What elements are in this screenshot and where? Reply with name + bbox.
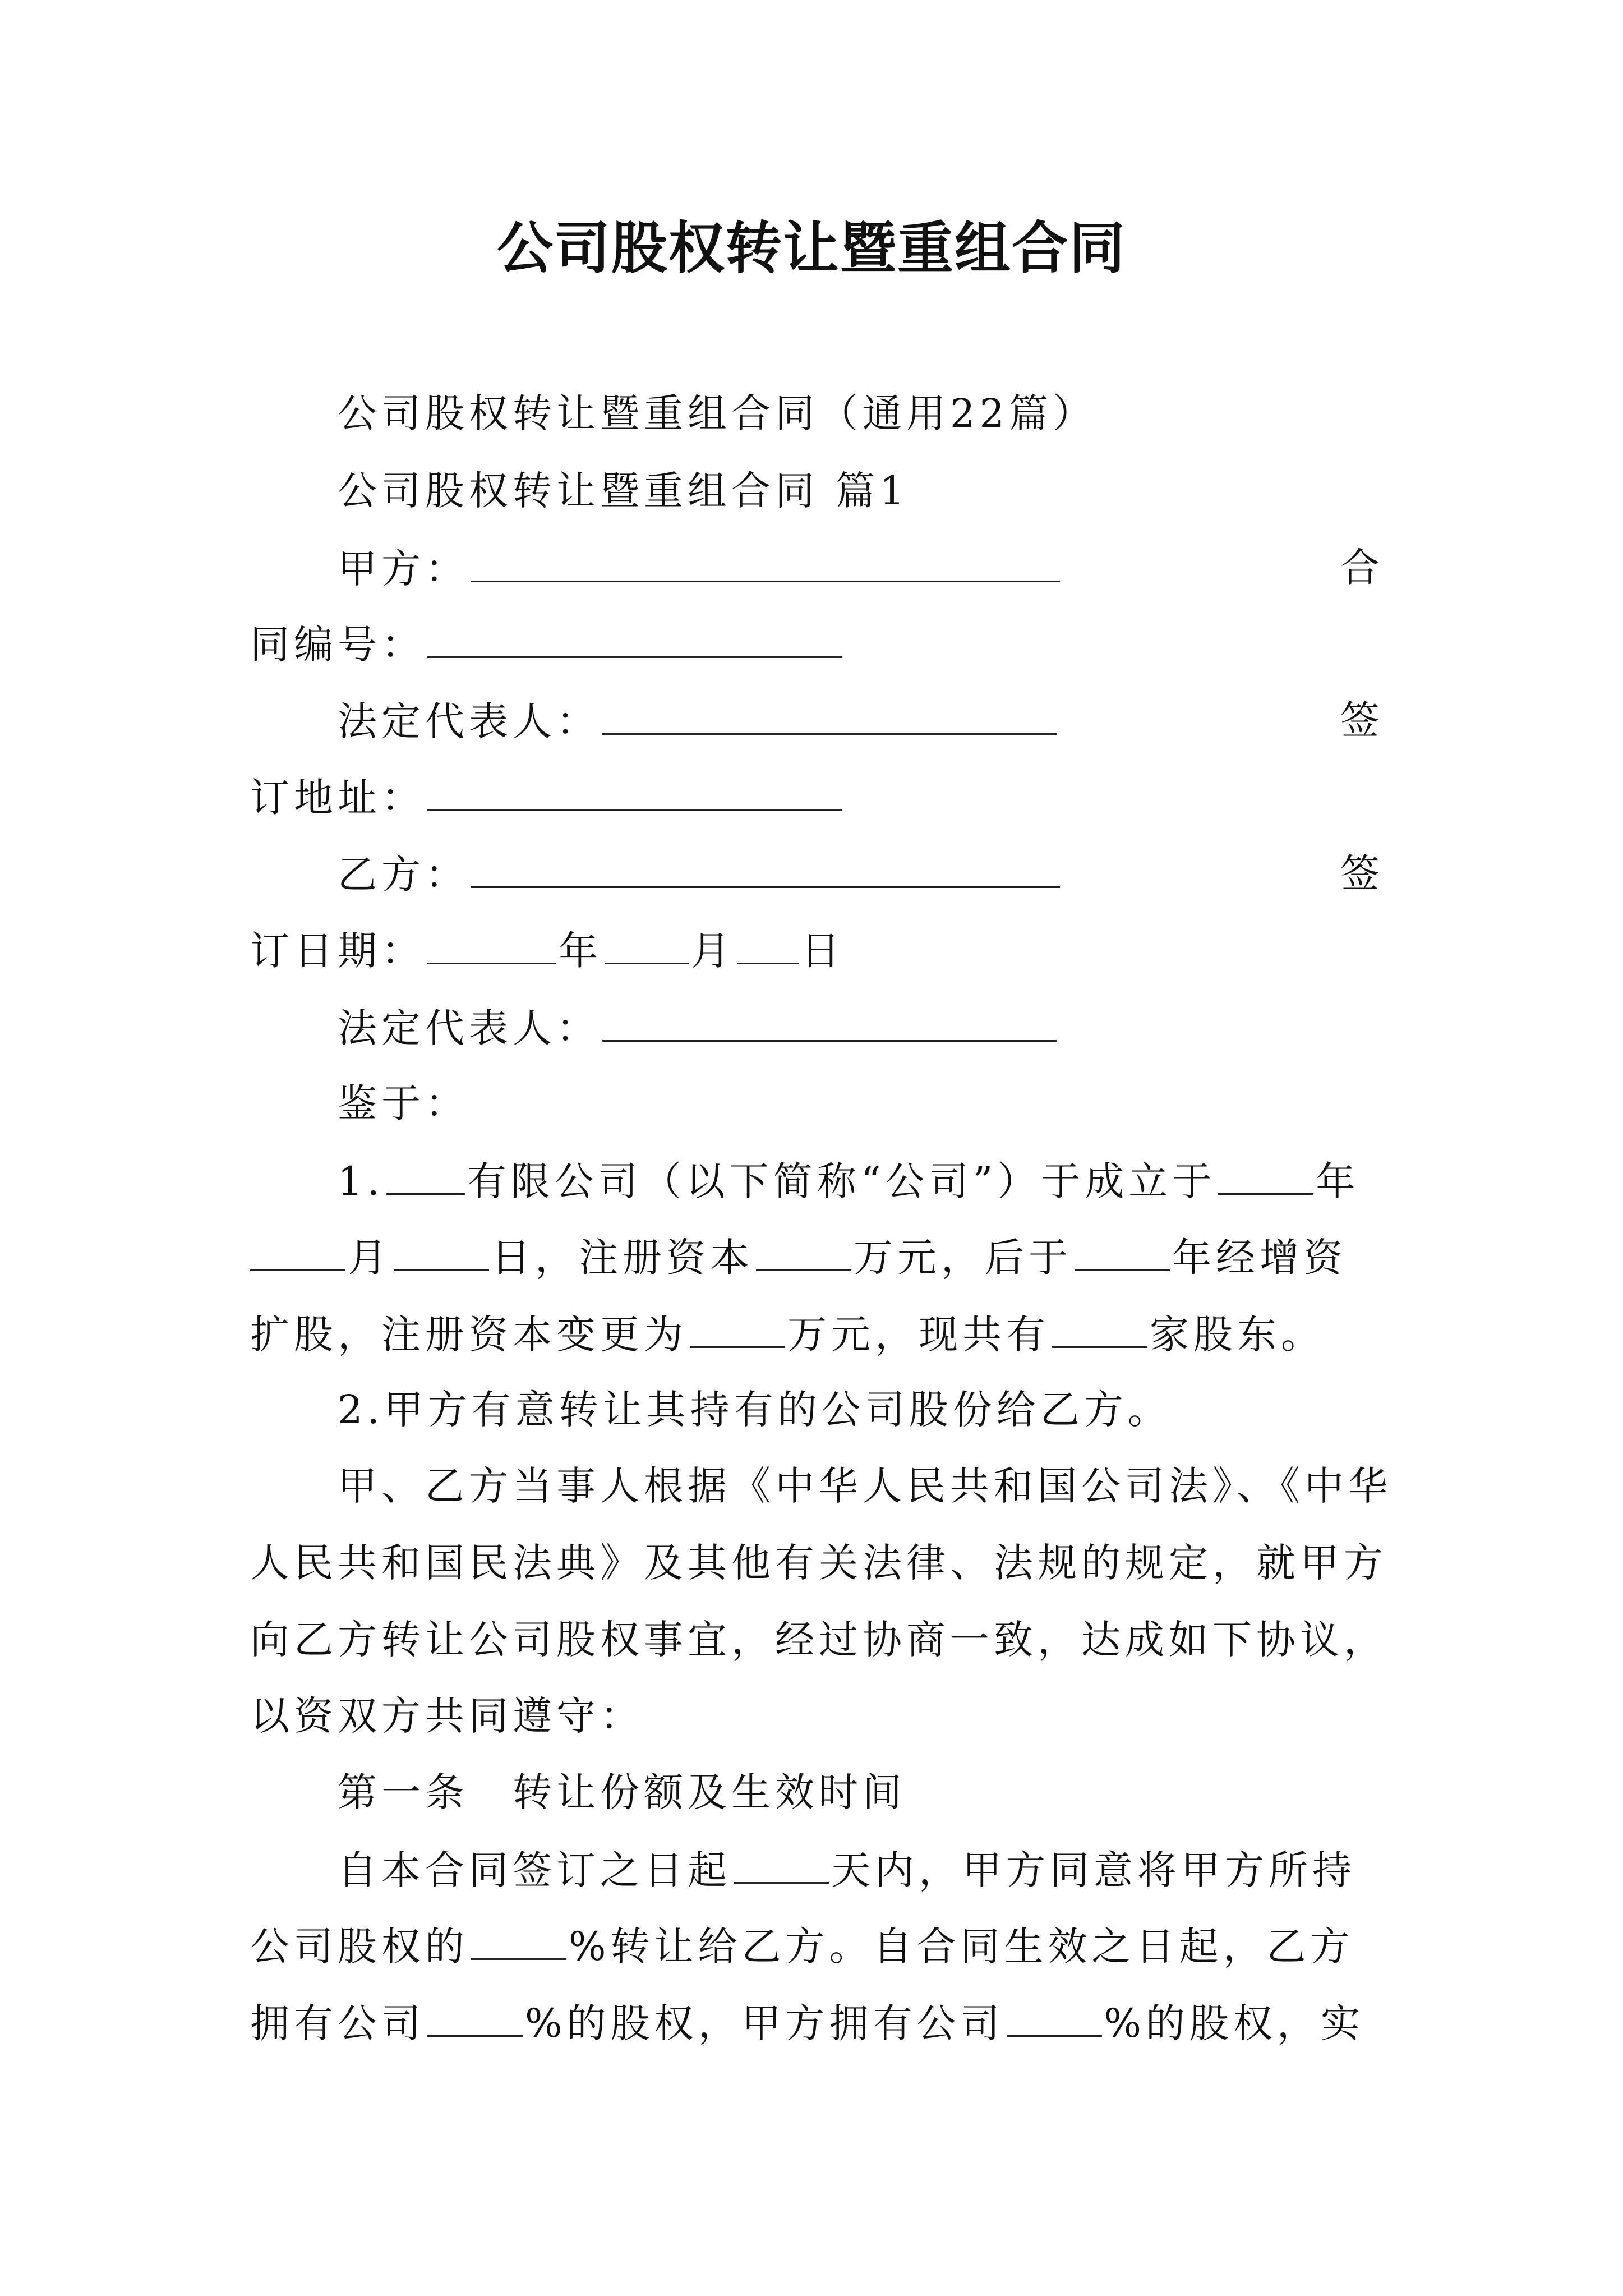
para2-line2 (250, 1924, 1354, 1970)
new-capital-blank (690, 1314, 785, 1348)
legal-rep-b-blank (602, 1007, 1057, 1042)
sign-addr-right-char: 签 (1340, 697, 1380, 743)
item1-line3 (250, 1312, 1325, 1358)
para1-line3: 向乙方转让公司股权事宜，经过协商一致，达成如下协议， (250, 1617, 1387, 1663)
legal-rep-b-line (338, 1005, 1059, 1051)
para2-text-e: 拥有公司 (250, 2000, 425, 2046)
item2-line: 2.甲方有意转让其持有的公司股份给乙方。 (338, 1387, 1172, 1433)
a-pct-blank (1007, 2003, 1102, 2037)
sign-addr-blank (427, 777, 842, 811)
para2-text-f: %的股权，甲方拥有公司 (525, 2000, 1004, 2046)
para2-text-b: 天内，甲方同意将甲方所持 (831, 1847, 1356, 1893)
party-b-label: 乙方： (338, 852, 469, 898)
b-pct-blank (427, 2003, 523, 2037)
day-blank (737, 930, 799, 964)
party-a-blank (471, 548, 1060, 582)
whereas-heading: 鉴于： (338, 1080, 469, 1126)
para1-line1: 甲、乙方当事人根据《中华人民共和国公司法》、《中华 (338, 1463, 1392, 1509)
item1-line2 (250, 1235, 1347, 1281)
item1-text-b: 有限公司（以下简称“公司”）于成立于 (467, 1158, 1216, 1204)
increase-year-blank (1075, 1237, 1170, 1271)
item1-text-i: 万元，现共有 (787, 1312, 1050, 1358)
para2-line3 (250, 2000, 1365, 2046)
para2-text-a: 自本合同签订之日起 (338, 1847, 731, 1893)
para2-line1 (338, 1847, 1356, 1893)
sign-date-label: 订日期： (250, 928, 425, 974)
contract-no-line (250, 622, 845, 668)
reg-capital-blank (756, 1237, 851, 1271)
shareholder-count-blank (1052, 1314, 1147, 1348)
est-month-blank (250, 1237, 345, 1271)
para2-text-g: %的股权，实 (1104, 2000, 1365, 2046)
article1-heading: 第一条 转让份额及生效时间 (338, 1769, 906, 1815)
party-b-blank (471, 854, 1060, 888)
section-heading: 公司股权转让暨重组合同 篇1 (338, 468, 909, 514)
year-label: 年 (559, 928, 602, 974)
item1-text-e: 日，注册资本 (491, 1235, 754, 1281)
para2-text-c: 公司股权的 (250, 1924, 469, 1970)
day-label: 日 (801, 928, 845, 974)
sign-addr-line (250, 775, 845, 821)
sign-date-right-char: 签 (1340, 850, 1380, 896)
days-blank (734, 1849, 829, 1884)
legal-rep-a-line (338, 698, 1059, 744)
sign-date-line (250, 928, 845, 974)
legal-rep-a-blank (602, 701, 1057, 735)
para2-text-d: %转让给乙方。自合同生效之日起，乙方 (569, 1924, 1354, 1970)
para1-line2: 人民共和国民法典》及其他有关法律、法规的规定，就甲方 (250, 1540, 1387, 1586)
est-day-blank (394, 1237, 489, 1271)
legal-rep-b-label: 法定代表人： (338, 1005, 600, 1051)
document-subtitle: 公司股权转让暨重组合同（通用22篇） (338, 390, 1097, 436)
month-label: 月 (691, 928, 735, 974)
party-a-label: 甲方： (338, 546, 469, 592)
para1-line4: 以资双方共同遵守： (250, 1693, 644, 1739)
transfer-pct-blank (471, 1926, 566, 1960)
legal-rep-a-label: 法定代表人： (338, 698, 600, 744)
item1-text-c: 年 (1316, 1158, 1360, 1204)
item1-line1 (338, 1158, 1360, 1204)
item1-text-d: 月 (348, 1235, 391, 1281)
company-name-blank (386, 1161, 465, 1195)
item1-text-f: 万元，后于 (854, 1235, 1072, 1281)
item1-number: 1. (338, 1158, 384, 1204)
item1-text-g: 年经增资 (1172, 1235, 1347, 1281)
est-year-blank (1218, 1161, 1313, 1195)
year-blank (427, 930, 556, 964)
sign-addr-label: 订地址： (250, 775, 425, 821)
contract-no-label: 同编号： (250, 622, 425, 668)
item1-text-j: 家股东。 (1150, 1312, 1325, 1358)
contract-no-blank (427, 624, 842, 658)
month-blank (605, 930, 689, 964)
contract-no-right-char: 合 (1340, 545, 1380, 591)
item1-text-h: 扩股，注册资本变更为 (250, 1312, 688, 1358)
party-b-line (338, 852, 1062, 898)
document-title: 公司股权转让暨重组合同 (497, 215, 1126, 281)
party-a-line (338, 546, 1062, 592)
